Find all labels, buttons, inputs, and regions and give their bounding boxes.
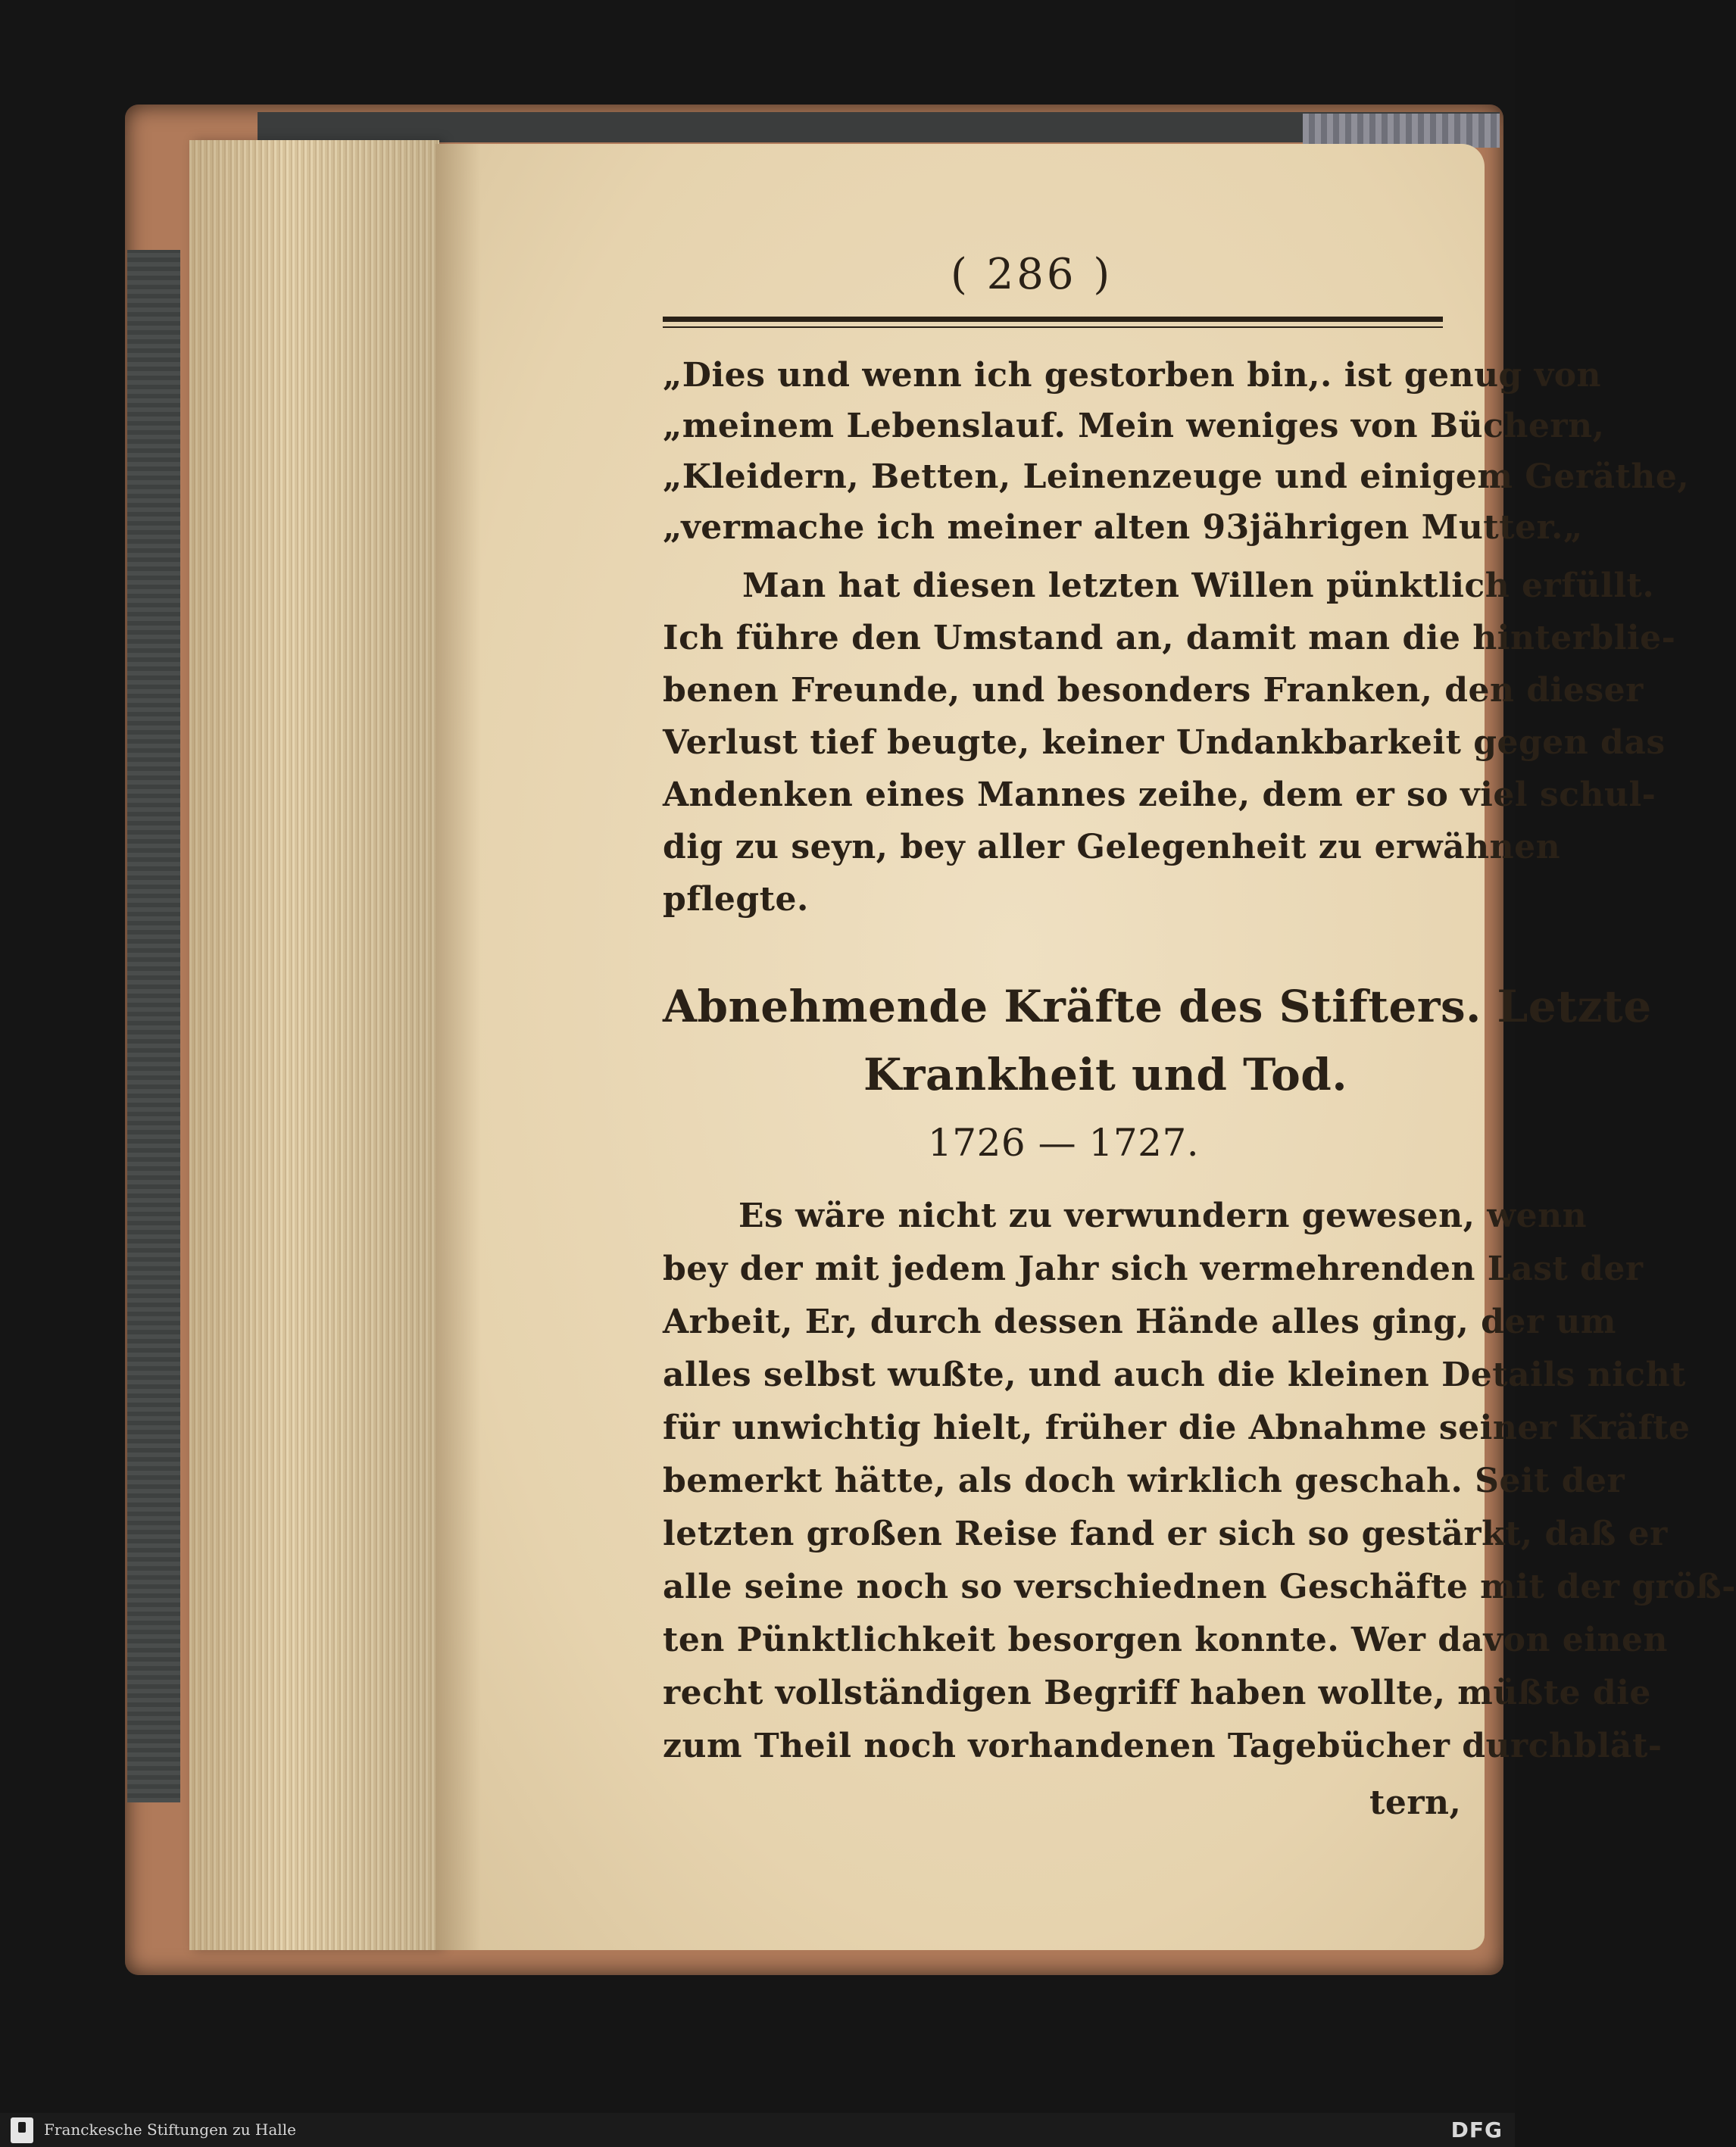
chapter-heading: Abnehmende Kräfte des Stifters. Letzte — [663, 981, 1652, 1032]
text-line: pflegte. — [663, 880, 809, 919]
text-line: bemerkt hätte, als doch wirklich geschah. Seit der — [663, 1462, 1625, 1500]
chapter-years: 1726 — 1727. — [928, 1121, 1200, 1165]
text-line: „Kleidern, Betten, Leinenzeuge und einigem Geräthe, — [663, 457, 1690, 496]
institution-name: Franckesche Stiftungen zu Halle — [44, 2120, 296, 2139]
page-gutter-shadow — [436, 144, 481, 1950]
text-line: für unwichtig hielt, früher die Abnahme seiner Kräfte — [663, 1409, 1691, 1447]
text-line: dig zu seyn, bey aller Gelegenheit zu erwähnen — [663, 828, 1561, 866]
text-line: Verlust tief beugte, keiner Undankbarkeit gegen das — [663, 723, 1666, 762]
text-line: recht vollständigen Begriff haben wollte, müßte die — [663, 1674, 1651, 1712]
text-line: „meinem Lebenslauf. Mein weniges von Büchern, — [663, 407, 1605, 445]
text-line: Man hat diesen letzten Willen pünktlich erfüllt. — [742, 566, 1655, 605]
header-rule-thin — [663, 326, 1443, 328]
text-line: alles selbst wußte, und auch die kleinen Details nicht — [663, 1356, 1686, 1394]
institution-logo-icon — [11, 2117, 33, 2143]
text-line: bey der mit jedem Jahr sich vermehrenden Last der — [663, 1250, 1644, 1288]
text-line: Andenken eines Mannes zeihe, dem er so viel schul- — [663, 775, 1656, 814]
cover-cloth-spine — [127, 250, 180, 1802]
dfg-badge: DFG — [1450, 2117, 1503, 2142]
text-line: benen Freunde, und besonders Franken, den dieser — [663, 671, 1644, 710]
text-line: zum Theil noch vorhandenen Tagebücher durchblät- — [663, 1727, 1663, 1765]
headband — [1303, 114, 1500, 148]
text-line: „Dies und wenn ich gestorben bin,. ist genug von — [663, 356, 1602, 395]
page-number: ( 286 ) — [951, 250, 1113, 299]
text-line: Arbeit, Er, durch dessen Hände alles ging, der um — [663, 1303, 1616, 1341]
page-block-shade — [189, 140, 439, 1950]
text-line: ten Pünktlichkeit besorgen konnte. Wer davon einen — [663, 1621, 1668, 1659]
header-rule-thick — [663, 317, 1443, 322]
catchword: tern, — [1369, 1783, 1462, 1822]
text-line: letzten großen Reise fand er sich so gestärkt, daß er — [663, 1515, 1668, 1553]
text-line: Es wäre nicht zu verwundern gewesen, wenn — [738, 1197, 1588, 1235]
chapter-heading-continued: Krankheit und Tod. — [863, 1049, 1348, 1100]
text-line: „vermache ich meiner alten 93jährigen Mutter.„ — [663, 508, 1583, 547]
text-line: Ich führe den Umstand an, damit man die hinterblie- — [663, 619, 1676, 657]
text-line: alle seine noch so verschiednen Geschäfte mit der größ- — [663, 1568, 1736, 1606]
viewer-footer — [0, 2113, 1515, 2147]
